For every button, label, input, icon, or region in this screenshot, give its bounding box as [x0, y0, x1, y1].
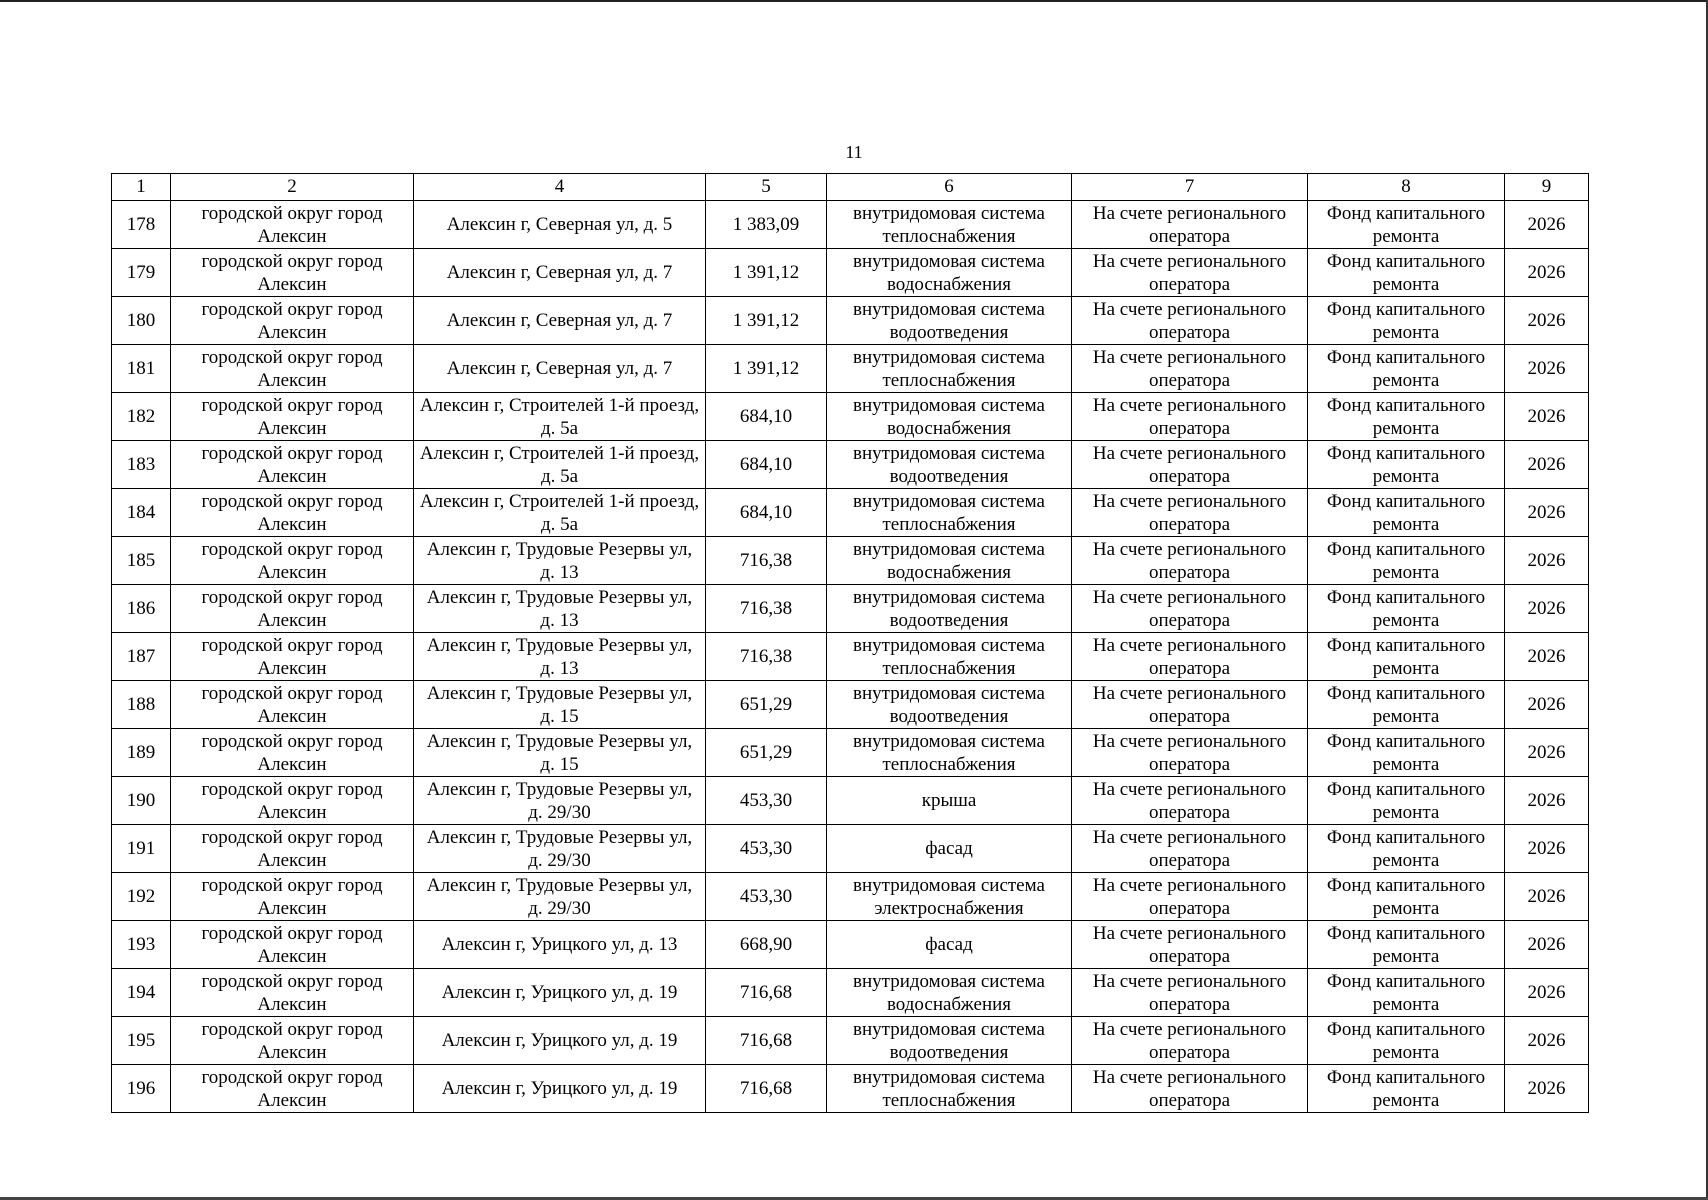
work-type-cell: внутридомовая система водоснабжения [827, 393, 1072, 441]
page-number: 11 [845, 142, 863, 162]
address-cell: Алексин г, Строителей 1-й проезд, д. 5а [414, 489, 706, 537]
work-type-cell: внутридомовая система теплоснабжения [827, 633, 1072, 681]
table-row [112, 681, 1589, 729]
row-number-cell: 190 [112, 777, 171, 825]
cost-cell: 716,38 [706, 585, 827, 633]
cost-cell: 453,30 [706, 777, 827, 825]
year-cell: 2026 [1505, 345, 1589, 393]
municipality-cell: городской округ город Алексин [171, 441, 414, 489]
cost-cell: 716,38 [706, 537, 827, 585]
account-cell: На счете регионального оператора [1072, 297, 1308, 345]
year-cell: 2026 [1505, 201, 1589, 249]
column-header: 2 [171, 174, 414, 201]
address-cell: Алексин г, Строителей 1-й проезд, д. 5а [414, 441, 706, 489]
table-row [112, 537, 1589, 585]
row-number-cell: 184 [112, 489, 171, 537]
funding-source-cell: Фонд капитального ремонта [1308, 921, 1505, 969]
funding-source-cell: Фонд капитального ремонта [1308, 345, 1505, 393]
cost-cell: 1 383,09 [706, 201, 827, 249]
cost-cell: 1 391,12 [706, 345, 827, 393]
municipality-cell: городской округ город Алексин [171, 681, 414, 729]
address-cell: Алексин г, Трудовые Резервы ул, д. 13 [414, 537, 706, 585]
cost-cell: 1 391,12 [706, 249, 827, 297]
account-cell: На счете регионального оператора [1072, 441, 1308, 489]
table-row [112, 969, 1589, 1017]
year-cell: 2026 [1505, 249, 1589, 297]
table-row [112, 441, 1589, 489]
funding-source-cell: Фонд капитального ремонта [1308, 825, 1505, 873]
funding-source-cell: Фонд капитального ремонта [1308, 1065, 1505, 1113]
work-type-cell: внутридомовая система водоснабжения [827, 537, 1072, 585]
work-type-cell: фасад [827, 921, 1072, 969]
year-cell: 2026 [1505, 585, 1589, 633]
municipality-cell: городской округ город Алексин [171, 729, 414, 777]
table-header [112, 174, 1589, 201]
funding-source-cell: Фонд капитального ремонта [1308, 681, 1505, 729]
table-row [112, 1017, 1589, 1065]
work-type-cell: внутридомовая система теплоснабжения [827, 345, 1072, 393]
funding-source-cell: Фонд капитального ремонта [1308, 297, 1505, 345]
address-cell: Алексин г, Трудовые Резервы ул, д. 15 [414, 729, 706, 777]
column-header: 1 [112, 174, 171, 201]
table-row [112, 825, 1589, 873]
table-row [112, 729, 1589, 777]
municipality-cell: городской округ город Алексин [171, 1065, 414, 1113]
row-number-cell: 191 [112, 825, 171, 873]
row-number-cell: 185 [112, 537, 171, 585]
table-row [112, 777, 1589, 825]
cost-cell: 716,68 [706, 969, 827, 1017]
work-type-cell: внутридомовая система теплоснабжения [827, 201, 1072, 249]
work-type-cell: внутридомовая система теплоснабжения [827, 1065, 1072, 1113]
municipality-cell: городской округ город Алексин [171, 825, 414, 873]
address-cell: Алексин г, Северная ул, д. 7 [414, 249, 706, 297]
work-type-cell: внутридомовая система водоотведения [827, 1017, 1072, 1065]
row-number-cell: 186 [112, 585, 171, 633]
cost-cell: 716,68 [706, 1065, 827, 1113]
cost-cell: 684,10 [706, 489, 827, 537]
work-type-cell: внутридомовая система водоснабжения [827, 249, 1072, 297]
row-number-cell: 193 [112, 921, 171, 969]
work-type-cell: крыша [827, 777, 1072, 825]
municipality-cell: городской округ город Алексин [171, 633, 414, 681]
municipality-cell: городской округ город Алексин [171, 489, 414, 537]
row-number-cell: 180 [112, 297, 171, 345]
year-cell: 2026 [1505, 921, 1589, 969]
work-type-cell: фасад [827, 825, 1072, 873]
column-header: 6 [827, 174, 1072, 201]
account-cell: На счете регионального оператора [1072, 681, 1308, 729]
funding-source-cell: Фонд капитального ремонта [1308, 633, 1505, 681]
account-cell: На счете регионального оператора [1072, 777, 1308, 825]
table-row [112, 249, 1589, 297]
year-cell: 2026 [1505, 633, 1589, 681]
work-type-cell: внутридомовая система водоотведения [827, 585, 1072, 633]
account-cell: На счете регионального оператора [1072, 969, 1308, 1017]
funding-source-cell: Фонд капитального ремонта [1308, 777, 1505, 825]
table-row [112, 489, 1589, 537]
row-number-cell: 195 [112, 1017, 171, 1065]
address-cell: Алексин г, Трудовые Резервы ул, д. 29/30 [414, 777, 706, 825]
work-type-cell: внутридомовая система теплоснабжения [827, 729, 1072, 777]
funding-source-cell: Фонд капитального ремонта [1308, 585, 1505, 633]
table-row [112, 345, 1589, 393]
municipality-cell: городской округ город Алексин [171, 393, 414, 441]
account-cell: На счете регионального оператора [1072, 825, 1308, 873]
funding-source-cell: Фонд капитального ремонта [1308, 873, 1505, 921]
page-top-border [0, 0, 1708, 2]
account-cell: На счете регионального оператора [1072, 345, 1308, 393]
funding-source-cell: Фонд капитального ремонта [1308, 489, 1505, 537]
account-cell: На счете регионального оператора [1072, 729, 1308, 777]
year-cell: 2026 [1505, 825, 1589, 873]
cost-cell: 668,90 [706, 921, 827, 969]
repair-register-table [111, 173, 1589, 1113]
cost-cell: 716,68 [706, 1017, 827, 1065]
table-row [112, 873, 1589, 921]
account-cell: На счете регионального оператора [1072, 537, 1308, 585]
account-cell: На счете регионального оператора [1072, 873, 1308, 921]
cost-cell: 684,10 [706, 393, 827, 441]
account-cell: На счете регионального оператора [1072, 585, 1308, 633]
table-row [112, 921, 1589, 969]
column-header: 4 [414, 174, 706, 201]
municipality-cell: городской округ город Алексин [171, 1017, 414, 1065]
address-cell: Алексин г, Северная ул, д. 7 [414, 345, 706, 393]
table-row [112, 201, 1589, 249]
work-type-cell: внутридомовая система теплоснабжения [827, 489, 1072, 537]
year-cell: 2026 [1505, 489, 1589, 537]
table-row [112, 585, 1589, 633]
work-type-cell: внутридомовая система водоснабжения [827, 969, 1072, 1017]
year-cell: 2026 [1505, 1065, 1589, 1113]
work-type-cell: внутридомовая система электроснабжения [827, 873, 1072, 921]
work-type-cell: внутридомовая система водоотведения [827, 297, 1072, 345]
address-cell: Алексин г, Урицкого ул, д. 19 [414, 1065, 706, 1113]
funding-source-cell: Фонд капитального ремонта [1308, 249, 1505, 297]
row-number-cell: 178 [112, 201, 171, 249]
account-cell: На счете регионального оператора [1072, 1065, 1308, 1113]
cost-cell: 453,30 [706, 825, 827, 873]
address-cell: Алексин г, Трудовые Резервы ул, д. 13 [414, 585, 706, 633]
account-cell: На счете регионального оператора [1072, 633, 1308, 681]
municipality-cell: городской округ город Алексин [171, 297, 414, 345]
year-cell: 2026 [1505, 393, 1589, 441]
table-row [112, 393, 1589, 441]
row-number-cell: 194 [112, 969, 171, 1017]
cost-cell: 651,29 [706, 681, 827, 729]
account-cell: На счете регионального оператора [1072, 393, 1308, 441]
address-cell: Алексин г, Урицкого ул, д. 19 [414, 969, 706, 1017]
municipality-cell: городской округ город Алексин [171, 777, 414, 825]
year-cell: 2026 [1505, 777, 1589, 825]
column-header: 5 [706, 174, 827, 201]
column-header: 9 [1505, 174, 1589, 201]
address-cell: Алексин г, Северная ул, д. 7 [414, 297, 706, 345]
row-number-cell: 196 [112, 1065, 171, 1113]
address-cell: Алексин г, Урицкого ул, д. 13 [414, 921, 706, 969]
cost-cell: 1 391,12 [706, 297, 827, 345]
funding-source-cell: Фонд капитального ремонта [1308, 729, 1505, 777]
municipality-cell: городской округ город Алексин [171, 249, 414, 297]
row-number-cell: 188 [112, 681, 171, 729]
header-row [112, 174, 1589, 201]
cost-cell: 651,29 [706, 729, 827, 777]
row-number-cell: 179 [112, 249, 171, 297]
address-cell: Алексин г, Трудовые Резервы ул, д. 29/30 [414, 873, 706, 921]
table-row [112, 633, 1589, 681]
year-cell: 2026 [1505, 873, 1589, 921]
account-cell: На счете регионального оператора [1072, 921, 1308, 969]
address-cell: Алексин г, Урицкого ул, д. 19 [414, 1017, 706, 1065]
cost-cell: 716,38 [706, 633, 827, 681]
funding-source-cell: Фонд капитального ремонта [1308, 441, 1505, 489]
municipality-cell: городской округ город Алексин [171, 921, 414, 969]
address-cell: Алексин г, Строителей 1-й проезд, д. 5а [414, 393, 706, 441]
cost-cell: 684,10 [706, 441, 827, 489]
funding-source-cell: Фонд капитального ремонта [1308, 201, 1505, 249]
work-type-cell: внутридомовая система водоотведения [827, 681, 1072, 729]
municipality-cell: городской округ город Алексин [171, 969, 414, 1017]
address-cell: Алексин г, Трудовые Резервы ул, д. 13 [414, 633, 706, 681]
table-row [112, 1065, 1589, 1113]
funding-source-cell: Фонд капитального ремонта [1308, 537, 1505, 585]
year-cell: 2026 [1505, 969, 1589, 1017]
address-cell: Алексин г, Трудовые Резервы ул, д. 29/30 [414, 825, 706, 873]
column-header: 7 [1072, 174, 1308, 201]
funding-source-cell: Фонд капитального ремонта [1308, 969, 1505, 1017]
year-cell: 2026 [1505, 681, 1589, 729]
municipality-cell: городской округ город Алексин [171, 201, 414, 249]
year-cell: 2026 [1505, 441, 1589, 489]
account-cell: На счете регионального оператора [1072, 201, 1308, 249]
municipality-cell: городской округ город Алексин [171, 873, 414, 921]
address-cell: Алексин г, Северная ул, д. 5 [414, 201, 706, 249]
row-number-cell: 187 [112, 633, 171, 681]
year-cell: 2026 [1505, 729, 1589, 777]
funding-source-cell: Фонд капитального ремонта [1308, 393, 1505, 441]
municipality-cell: городской округ город Алексин [171, 537, 414, 585]
row-number-cell: 183 [112, 441, 171, 489]
funding-source-cell: Фонд капитального ремонта [1308, 1017, 1505, 1065]
municipality-cell: городской округ город Алексин [171, 585, 414, 633]
table-body [112, 201, 1589, 1113]
row-number-cell: 182 [112, 393, 171, 441]
work-type-cell: внутридомовая система водоотведения [827, 441, 1072, 489]
row-number-cell: 192 [112, 873, 171, 921]
row-number-cell: 181 [112, 345, 171, 393]
municipality-cell: городской округ город Алексин [171, 345, 414, 393]
address-cell: Алексин г, Трудовые Резервы ул, д. 15 [414, 681, 706, 729]
table-row [112, 297, 1589, 345]
account-cell: На счете регионального оператора [1072, 249, 1308, 297]
year-cell: 2026 [1505, 537, 1589, 585]
row-number-cell: 189 [112, 729, 171, 777]
year-cell: 2026 [1505, 297, 1589, 345]
account-cell: На счете регионального оператора [1072, 489, 1308, 537]
cost-cell: 453,30 [706, 873, 827, 921]
year-cell: 2026 [1505, 1017, 1589, 1065]
account-cell: На счете регионального оператора [1072, 1017, 1308, 1065]
column-header: 8 [1308, 174, 1505, 201]
